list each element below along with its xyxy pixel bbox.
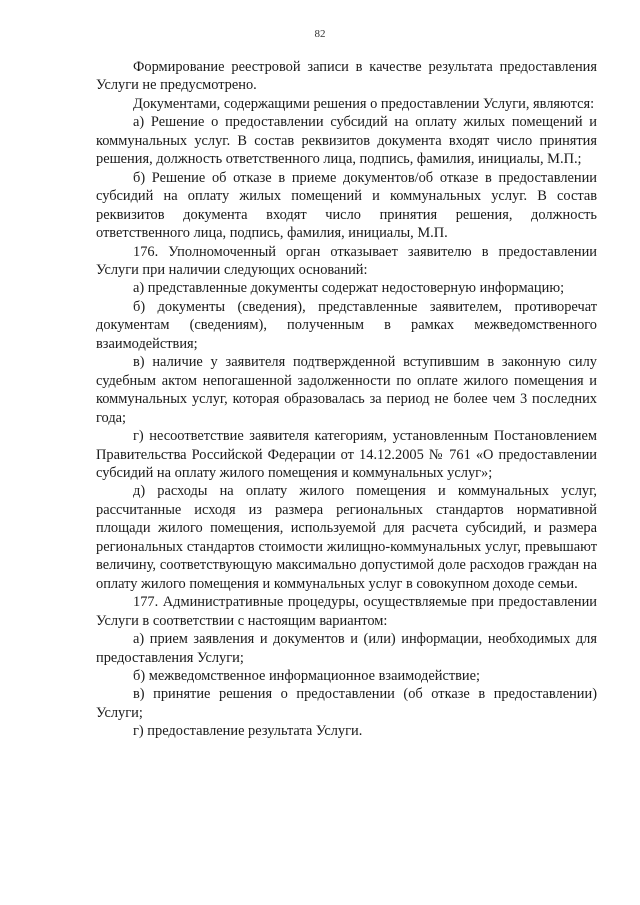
list-item-decision-grant: а) Решение о предоставлении субсидий на оплату жилых помещений и коммунальных услуг. В состав реквизитов документа входят число принятия решения, должность ответственного лица, подпись, фамилия, инициалы, М.П.; (96, 114, 597, 168)
list-item-refusal-ground-e: д) расходы на оплату жилого помещения и коммунальных услуг, рассчитанные исходя из размера региональных стандартов нормативной площади жилого помещения, используемой для расчета субсидий, и размера региональных стандартов стоимости жилищно-коммунальных услуг, превышают величину, соответствующую максимально допустимой доле расходов граждан на оплату жилого помещения и коммунальных услуг в совокупном доходе семьи. (96, 483, 597, 592)
list-item-procedure-c: в) принятие решения о предоставлении (об отказе в предоставлении) Услуги; (96, 686, 597, 721)
paragraph-decision-documents: Документами, содержащими решения о предоставлении Услуги, являются: (133, 95, 595, 112)
paragraph-clause-177: 177. Административные процедуры, осуществляемые при предоставлении Услуги в соответствии с настоящим вариантом: (96, 594, 597, 629)
document-body (96, 58, 597, 741)
list-item-procedure-b: б) межведомственное информационное взаимодействие; (133, 667, 481, 684)
list-item-procedure-d: г) предоставление результата Услуги. (133, 723, 363, 740)
paragraph-clause-176: 176. Уполномоченный орган отказывает заявителю в предоставлении Услуги при наличии следующих оснований: (96, 243, 597, 278)
list-item-refusal-ground-c: в) наличие у заявителя подтвержденной вступившим в законную силу судебным актом непогашенной задолженности по оплате жилого помещения и коммунальных услуг, которая образовалась за период не более чем 3 последних года; (96, 354, 597, 426)
list-item-refusal-ground-a: а) представленные документы содержат недостоверную информацию; (133, 280, 565, 297)
list-item-refusal-ground-b: б) документы (сведения), представленные заявителем, противоречат документам (сведениям), полученным в рамках межведомственного взаимодействия; (96, 298, 597, 352)
list-item-decision-refusal: б) Решение об отказе в приеме документов/об отказе в предоставлении субсидий на оплату жилых помещений и коммунальных услуг. В состав реквизитов документа входят число принятия решения, должность ответственного лица, подпись, фамилия, инициалы, М.П. (96, 169, 597, 242)
page-number: 82 (314, 28, 326, 40)
list-item-procedure-a: а) прием заявления и документов и (или) информации, необходимых для предоставления Услуги; (96, 631, 597, 666)
paragraph-registry-record: Формирование реестровой записи в качестве результата предоставления Услуги не предусмотрено. (96, 59, 597, 94)
list-item-refusal-ground-d: г) несоответствие заявителя категориям, установленным Постановлением Правительства Российской Федерации от 14.12.2005 № 761 «О предоставлении субсидий на оплату жилого помещения и коммунальных услуг»; (96, 428, 597, 481)
